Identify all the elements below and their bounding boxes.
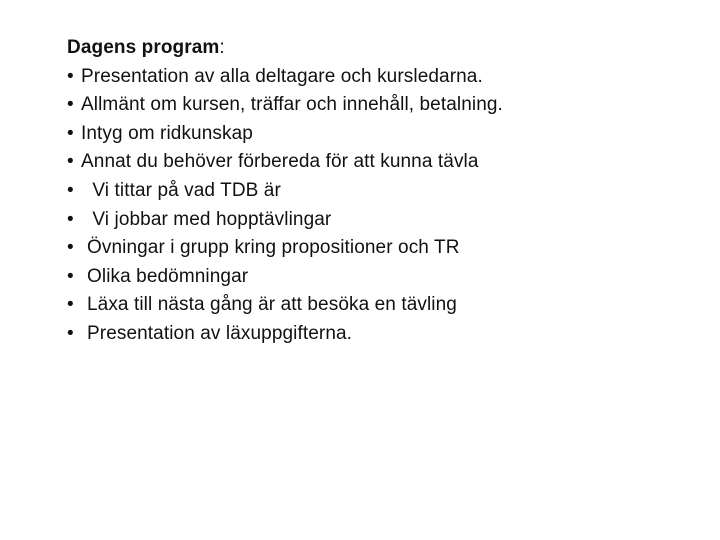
bullet-icon: • [67,94,74,116]
list-item [67,234,687,263]
bullet-icon: • [67,208,74,230]
list-item-text: Presentation av läxuppgifterna. [87,322,353,344]
bullet-icon: • [67,294,74,316]
bullet-icon: • [67,122,74,144]
program-heading-colon: : [219,37,225,58]
slide-body [67,34,687,349]
bullet-icon: • [67,65,74,87]
list-item [67,120,687,149]
list-item-text: Läxa till nästa gång är att besöka en tävling [87,294,457,316]
bullet-icon: • [67,179,74,201]
list-item [67,148,687,177]
program-heading [67,34,687,63]
list-item [67,206,687,235]
list-item-text: Vi jobbar med hopptävlingar [87,208,332,230]
list-item [67,177,687,206]
program-heading-title: Dagens program [67,37,220,58]
list-item-text: Annat du behöver förbereda för att kunna tävla [81,151,479,173]
bullet-icon: • [67,151,74,173]
list-item [67,320,687,349]
list-item-text: Olika bedömningar [87,265,249,287]
list-item-text: Presentation av alla deltagare och kursledarna. [81,65,483,87]
list-item-text: Intyg om ridkunskap [81,122,253,144]
list-item [67,63,687,92]
bullet-icon: • [67,265,74,287]
list-item-text: Övningar i grupp kring propositioner och TR [87,237,460,259]
list-item-text: Allmänt om kursen, träffar och innehåll, betalning. [81,94,503,116]
list-item [67,263,687,292]
bullet-icon: • [67,322,74,344]
list-item-text: Vi tittar på vad TDB är [87,179,281,201]
list-item [67,291,687,320]
bullet-icon: • [67,237,74,259]
list-item [67,91,687,120]
